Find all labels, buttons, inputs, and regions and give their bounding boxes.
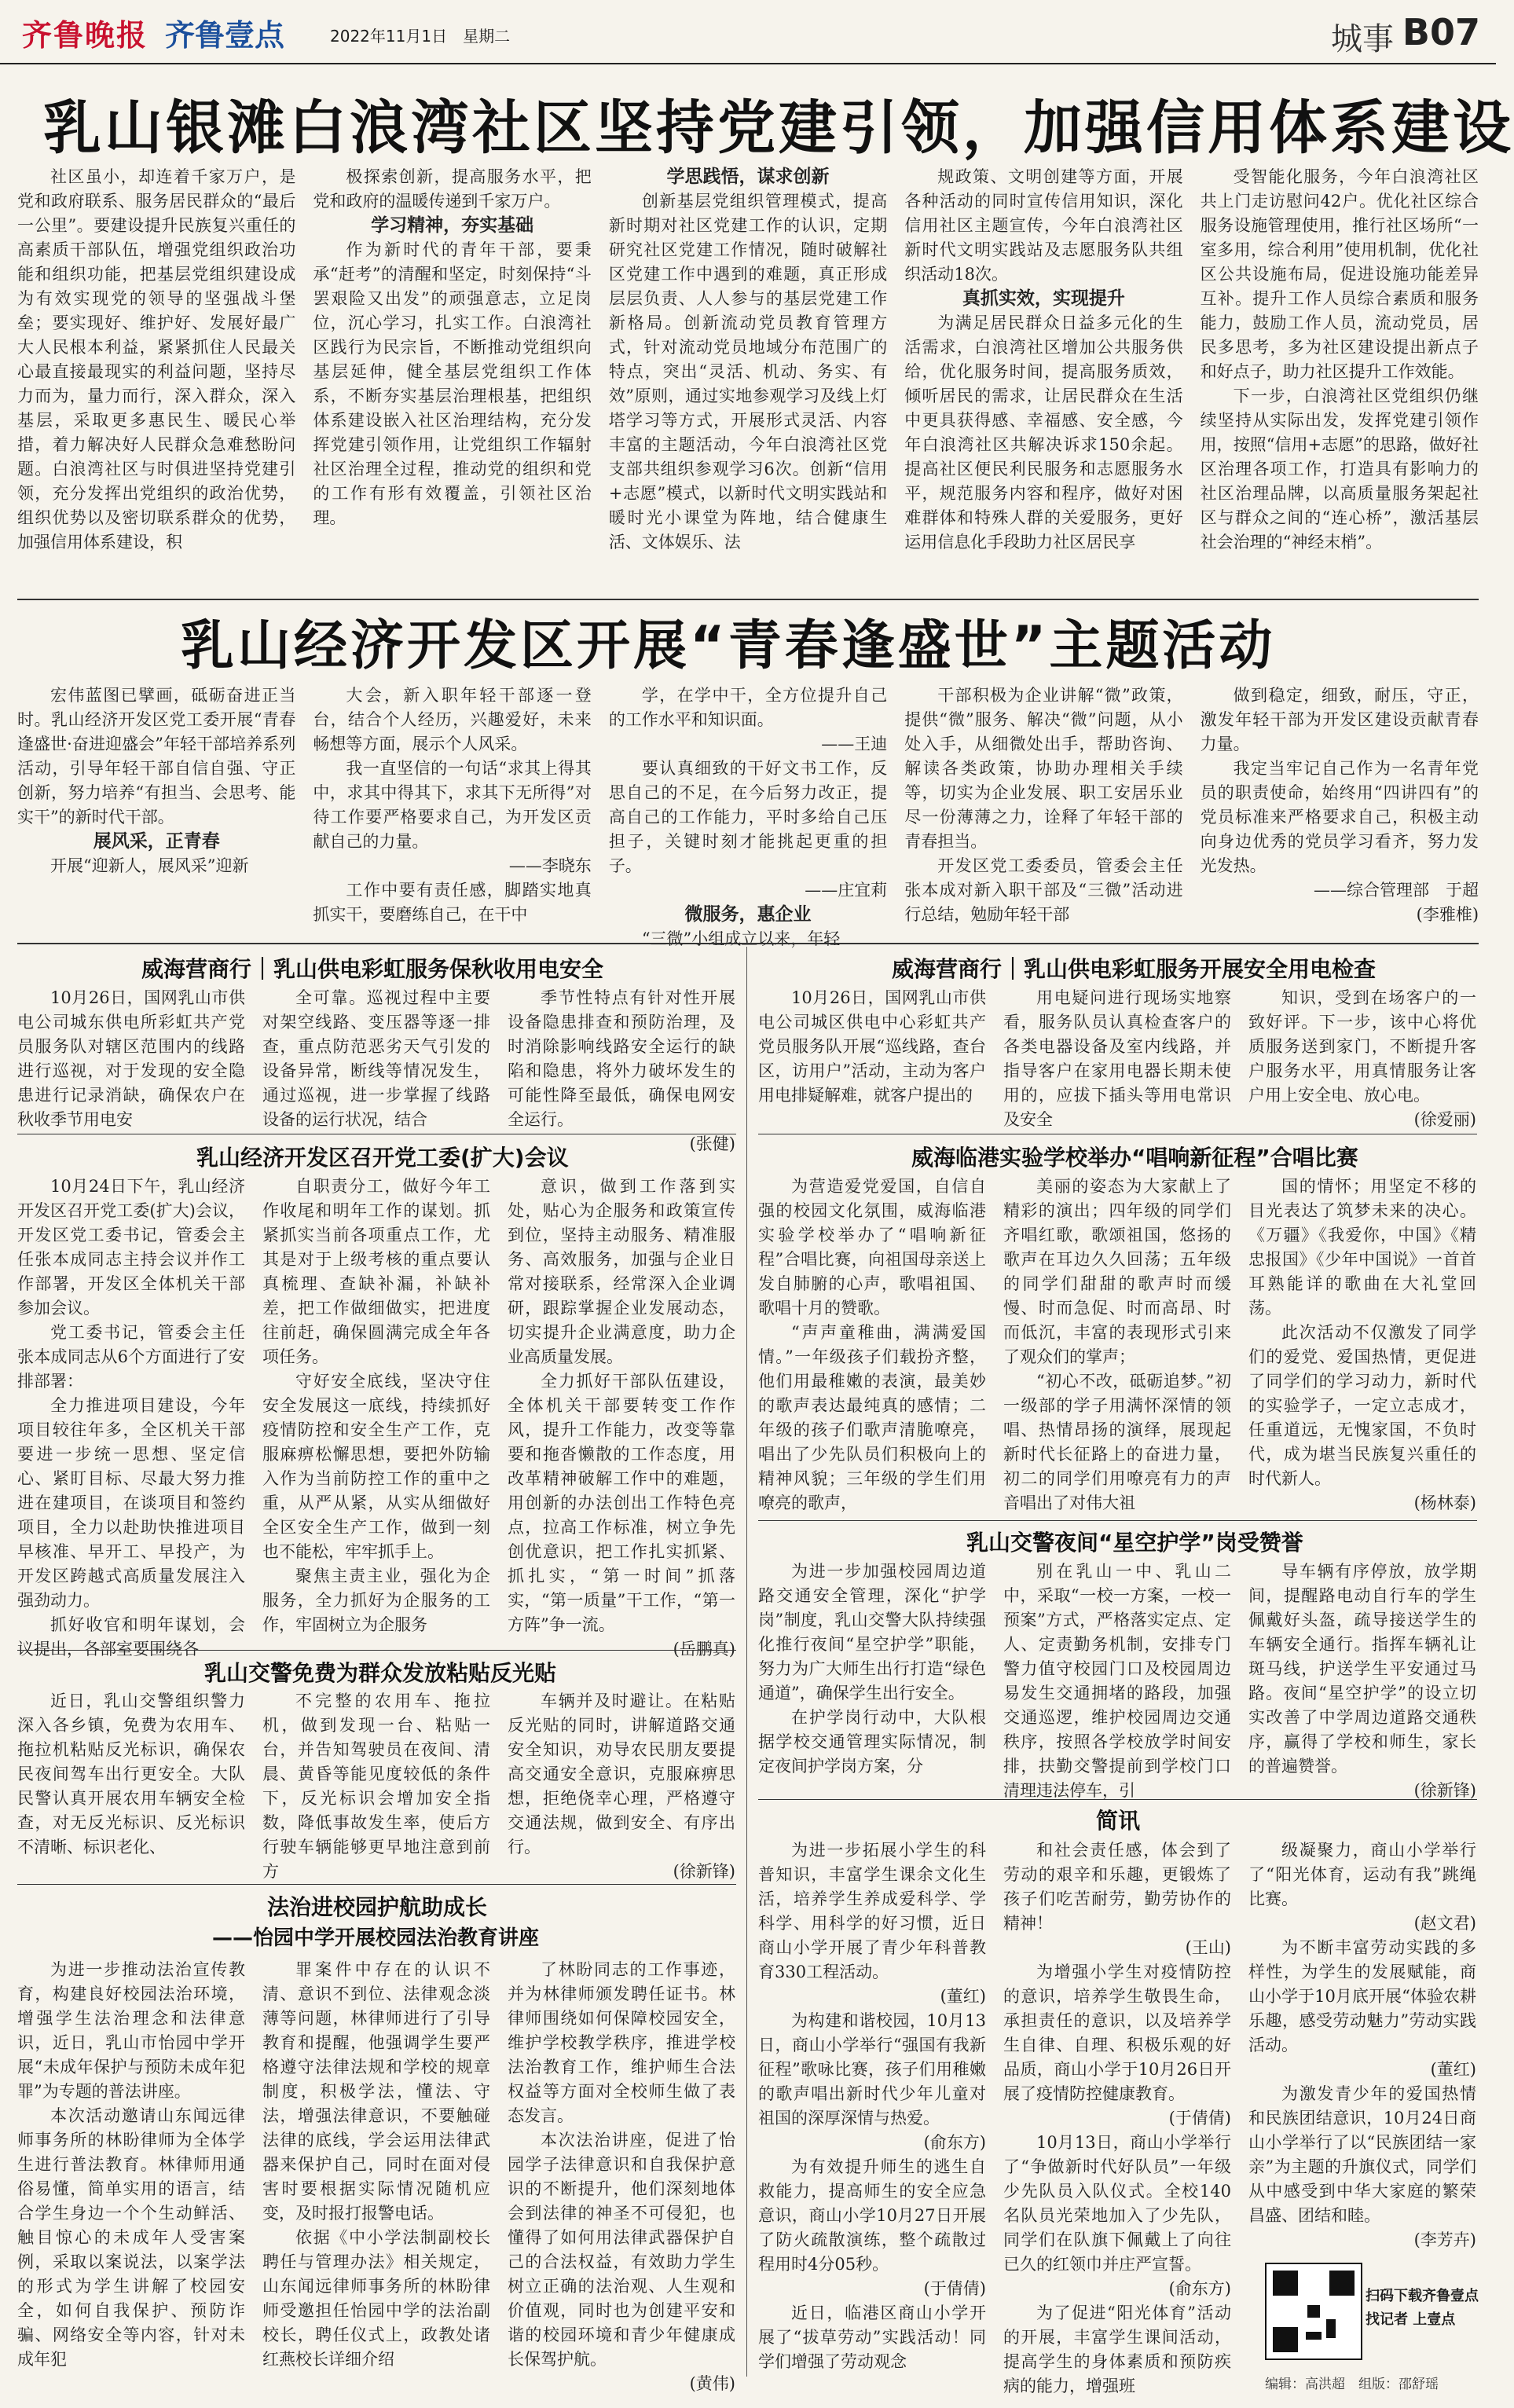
article3-col3: [508, 986, 735, 1153]
article5-col2: [262, 1175, 490, 1646]
paragraph: 10月24日下午，乳山经济开发区召开党工委(扩大)会议，开发区党工委书记，管委会主任张本成同志主持会议并作工作部署，开发区全体机关干部参加会议。: [17, 1177, 245, 1318]
paragraph: “声声童稚曲，满满爱国情。”一年级孩子们载扮齐整，他们用最稚嫩的表演，最美妙的歌声表达最纯真的感情；二年级的孩子们歌声清脆嘹亮，唱出了少先队员们积极向上的精神风貌；三年级的学生们用嘹亮的歌声，: [758, 1323, 986, 1512]
paragraph: 大会，新入职年轻干部逐一登台，结合个人经历，兴趣爱好，未来畅想等方面，展示个人风采。: [313, 686, 592, 753]
qr-code-icon[interactable]: [1265, 2263, 1362, 2360]
paragraph: 干部积极为企业讲解“微”政策，提供“微”服务、解决“微”问题，从小处入手，从细微处出手，帮助咨询、解读各类政策，协助办理相关手续等，切实为企业发展、职工安居乐业尽一份薄薄之力，诠释了年轻干部的青春担当。: [904, 686, 1183, 851]
paragraph: 我定当牢记自己作为一名青年党员的职责使命，始终用“四讲四有”的党员标准来严格要求自己，积极主动向身边优秀的党员学习看齐，努力发光发热。: [1200, 759, 1479, 875]
qr-caption-2: 找记者 上壹点: [1366, 2311, 1456, 2328]
article5-col3: [508, 1175, 735, 1658]
article5-body: [17, 1175, 736, 1658]
paragraph: 守好安全底线，坚决守住安全发展这一底线，持续抓好疫情防控和安全生产工作，克服麻痹松懈思想，要把外防输入作为当前防控工作的重中之重，从严从紧，从实从细做好全区安全生产工作，做到一刻也不能松，牢牢抓手上。: [262, 1372, 490, 1561]
byline: (董红): [940, 1987, 986, 2006]
article5-headline: 乳山经济开发区召开党工委(扩大)会议: [196, 1145, 569, 1171]
paragraph: 用电疑问进行现场实地察看，服务队员认真检查客户的各类电器设备及室内线路，并指导客户在家用电器长期未使用的，应拔下插头等用电常识及安全: [1003, 988, 1231, 1129]
article4-col1: [758, 986, 986, 1135]
subheading: 展风采，正青春: [93, 831, 220, 852]
article4-col2: [1003, 986, 1231, 1135]
paragraph: 作为新时代的青年干部，要秉承“赶考”的清醒和坚定，时刻保持“斗罢艰险又出发”的顽强意志，立足岗位，沉心学习，扎实工作。白浪湾社区践行为民宗旨，不断推动党组织向基层延伸，健全基层党组织工作体系，不断夯实基层治理根基，把组织体系建设嵌入社区治理结构，充分发挥党建引领作用，让党组织工作辐射社区治理全过程，推动党的组织和党的工作有形有效覆盖，引领社区治理。: [313, 240, 592, 527]
byline: (俞东方): [1168, 2279, 1231, 2298]
paragraph: 级凝聚力，商山小学举行了“阳光体育，运动有我”跳绳比赛。: [1248, 1841, 1476, 1908]
paragraph: 为增强小学生对疫情防控的意识，培养学生敬畏生命，承担责任的意识，以及培养学生自律、自理、积极乐观的好品质，商山小学于10月26日开展了疫情防控健康教育。: [1003, 1963, 1231, 2103]
divider: [758, 1799, 1477, 1800]
paragraph: 10月26日，国网乳山市供电公司城区供电中心彩虹共产党员服务队开展“巡线路，查台区，访用户”活动，主动为客户用电排疑解难，就客户提出的: [758, 988, 986, 1105]
byline: (俞东方): [923, 2133, 986, 2152]
paragraph: 了林盼同志的工作事迹，并为林律师颁发聘任证书。林律师围绕如何保障校园安全，维护学校教学秩序，推进学校法治教育工作，维护师生合法权益等方面对全校师生做了表态发言。: [508, 1960, 735, 2125]
byline: (王山): [1185, 1938, 1231, 1957]
divider: [17, 1884, 736, 1885]
signature: ——李晓东: [508, 856, 592, 875]
paragraph: 车辆并及时避让。在粘贴反光贴的同时，讲解道路交通安全知识，劝导农民朋友要提高交通安全意识，克服麻痹思想，拒绝侥幸心理，严格遵守交通法规，做到安全、有序出行。: [508, 1691, 735, 1856]
signature: ——庄宜莉: [805, 881, 888, 900]
paragraph: 抓好收官和明年谋划，会议提出，各部室要围绕各: [17, 1615, 245, 1658]
article3-body: [17, 986, 736, 1153]
paragraph: 依据《中小学法制副校长聘任与管理办法》相关规定，山东闻远律师事务所的林盼律师受邀担任怡园中学的法治副校长，聘任仪式上，政教处诸红燕校长详细介绍: [262, 2228, 490, 2369]
paragraph: 开发区党工委委员，管委会主任张本成对新入职干部及“三微”活动进行总结，勉励年轻干部: [904, 856, 1183, 924]
paragraph: 规政策、文明创建等方面，开展各种活动的同时宣传信用知识，深化信用社区主题宣传，今年白浪湾社区新时代文明实践站及志愿服务队共组织活动18次。: [904, 167, 1183, 284]
divider: [17, 599, 1479, 600]
paragraph: 10月13日，商山小学举行了“争做新时代好队员”一年级少先队员入队仪式。全校140名队员光荣地加入了少先队，同学们在队旗下佩戴上了向往已久的红领巾并庄严宣誓。: [1003, 2133, 1231, 2274]
subheading: 微服务，惠企业: [684, 904, 812, 925]
paragraph: 全力推进项目建设，今年项目较往年多，全区机关干部要进一步统一思想、坚定信心、紧盯目标、尽最大努力推进在建项目，在谈项目和签约项目，全力以赴助快推进项目早核准、早开工、早投产，为开发区跨越式高质量发展注入强劲动力。: [17, 1396, 245, 1610]
paragraph: 别在乳山一中、乳山二中，采取“一校一方案，一校一预案”方式，严格落实定点、定人、定责勤务机制，安排专门警力值守校园门口及校园周边易发生交通拥堵的路段，加强交通巡逻，维护校园周边交通秩序，按照各学校放学时间安排，扶勤交警提前到学校门口清理违法停车，引: [1003, 1562, 1231, 1800]
article2-col3: [608, 684, 888, 948]
article4-headline: 威海营商行｜乳山供电彩虹服务开展安全用电检查: [892, 956, 1377, 982]
briefs-col1: [758, 1838, 986, 2371]
article6-col2: [1003, 1175, 1231, 1520]
paragraph: 极探索创新，提高服务水平，把党和政府的温暖传递到千家万户。: [313, 167, 592, 211]
article4-body: [758, 986, 1477, 1135]
article6-headline: 威海临港实验学校举办“唱响新征程”合唱比赛: [911, 1145, 1358, 1171]
byline: (张健): [689, 1134, 735, 1153]
paragraph: 美丽的姿态为大家献上了精彩的演出；四年级的同学们齐唱红歌，歌颂祖国，悠扬的歌声在耳边久久回荡；五年级的同学们甜甜的歌声时而缓慢、时而急促、时而高昂、时而低沉，丰富的表现形式引来了观众们的掌声；: [1003, 1177, 1231, 1366]
paragraph: 导车辆有序停放，放学期间，提醒路电动自行车的学生佩戴好头盔，疏导接送学生的车辆安全通行。指挥车辆礼让斑马线，护送学生平安通过马路。夜间“星空护学”的设立切实改善了中学周边道路交通秩序，赢得了学校和师生，家长的普遍赞誉。: [1248, 1562, 1476, 1776]
byline: (杨林泰): [1413, 1494, 1476, 1512]
paragraph: 为营造爱党爱国，自信自强的校园文化氛围，威海临港实验学校举办了“唱响新征程”合唱比赛，向祖国母亲送上发自肺腑的心声，歌唱祖国、歌唱十月的赞歌。: [758, 1177, 986, 1318]
article5-col1: [17, 1175, 245, 1658]
center-column-rule: [746, 947, 747, 2377]
paragraph: 国的情怀；用坚定不移的目光表达了筑梦未来的决心。《万疆》《我爱你，中国》《精忠报国》《少年中国说》一首首耳熟能详的歌曲在大礼堂回荡。: [1248, 1177, 1476, 1318]
byline: (于倩倩): [1168, 2109, 1231, 2128]
paragraph: 开展“迎新人，展风采”迎新: [50, 856, 249, 875]
paragraph: 受智能化服务，今年白浪湾社区共上门走访慰问42户。优化社区综合服务设施管理使用，推行社区场所“一室多用，综合利用”使用机制，优化社区公共设施布局，促进设施功能差异互补。提升工作人员综合素质和服务能力，鼓励工作人员，流动党员，居民多思考，多为社区建设提出新点子和好点子，助力社区提升工作效能。: [1200, 167, 1479, 381]
article8-col2: [262, 1689, 490, 1881]
paragraph: 知识，受到在场客户的一致好评。下一步，该中心将优质服务送到家门，不断提升客户服务水平，用真情服务让客户用上安全电、放心电。: [1248, 988, 1476, 1105]
page-number: B07: [1402, 11, 1480, 53]
paragraph: 下一步，白浪湾社区党组织仍继续坚持从实际出发，发挥党建引领作用，按照“信用+志愿”的思路，做好社区治理各项工作，打造具有影响力的社区治理品牌，以高质量服务架起社区与群众之间的“连心桥”，激活基层社会治理的“神经末梢”。: [1200, 387, 1479, 552]
article1-col5: [1201, 165, 1479, 589]
paragraph: 本次法治讲座，促进了怡园学子法律意识和自我保护意识的不断提升，他们深刻地体会到法律的神圣不可侵犯，也懂得了如何用法律武器保护自己的合法权益，有效助力学生树立正确的法治观、人生观和价值观，同时也为创建平安和谐的校园环境和青少年健康成长保驾护航。: [508, 2131, 735, 2369]
paragraph: 全可靠。巡视过程中主要对架空线路、变压器等逐一排查，重点防范恶劣天气引发的设备异常，断线等情况发生，通过巡视，进一步掌握了线路设备的运行状况，结合: [262, 988, 490, 1129]
article9-col1: [17, 1958, 245, 2390]
paragraph: 为进一步拓展小学生的科普知识，丰富学生课余文化生活，培养学生养成爱科学、学科学、用科学的好习惯，近日商山小学开展了青少年科普教育330工程活动。: [758, 1841, 986, 1981]
date-text: 2022年11月1日: [330, 27, 448, 46]
article9-col2: [262, 1958, 490, 2390]
brand-logo: 齐鲁壹点: [165, 18, 285, 53]
paragraph: 宏伟蓝图已擘画，砥砺奋进正当时。乳山经济开发区党工委开展“青春逢盛世·奋进迎盛会”年轻干部培养系列活动，引导年轻干部自信自强、守正创新，努力培养“有担当、会思考、能实干”的新时代干部。: [17, 686, 296, 826]
article2-col5: [1201, 684, 1479, 935]
paragraph: “三微”小组成立以来，年轻: [641, 929, 841, 948]
article1-headline: 乳山银滩白浪湾社区坚持党建引领，加强信用体系建设: [43, 94, 1514, 162]
article9-subtitle: ——怡园中学开展校园法治教育讲座: [212, 1926, 540, 1950]
article4-col3: [1248, 986, 1476, 1135]
paragraph: 为不断丰富劳动实践的多样性，为学生的发展赋能，商山小学于10月底开展“体验农耕乐趣，感受劳动魅力”劳动实践活动。: [1248, 1938, 1476, 2054]
byline: (赵文君): [1413, 1914, 1476, 1933]
weekday-text: 星期二: [463, 27, 511, 46]
byline: (李芳卉): [1413, 2230, 1476, 2249]
paragraph: 工作中要有责任感，脚踏实地真抓实干，要磨练自己，在干中: [313, 881, 592, 924]
article7-headline: 乳山交警夜间“星空护学”岗受赞誉: [966, 1530, 1303, 1556]
paragraph: 意识，做到工作落到实处，贴心为企服务和政策宣传到位，坚持主动服务、精准服务、高效服务，加强与企业日常对接联系，经常深入企业调研，跟踪掌握企业发展动态，切实提升企业满意度，助力企业高质量发展。: [508, 1177, 735, 1366]
signature: ——王迪: [821, 735, 888, 753]
article3-headline: 威海营商行｜乳山供电彩虹服务保秋收用电安全: [141, 956, 604, 982]
article1-col2: [313, 165, 591, 589]
paragraph: 社区虽小，却连着千家万户，是党和政府联系、服务居民群众的“最后一公里”。要建设提升民族复兴重任的高素质干部队伍，增强党组织政治功能和组织功能，把基层党组织建设成为有效实现党的领导的坚强战斗堡垒；要实现好、维护好、发展好最广大人民根本利益，紧紧抓住人民最关心最直接最现实的利益问题，坚持尽力而为，量力而行，深入群众，深入基层，采取更多惠民生、暖民心举措，着力解决好人民群众急难愁盼问题。白浪湾社区与时俱进坚持党建引领，充分发挥出党组织的政治优势，组织优势以及密切联系群众的优势，加强信用体系建设，积: [17, 167, 296, 552]
byline: (黄伟): [689, 2374, 735, 2393]
article1-body: [17, 165, 1479, 589]
paragraph: 全力抓好干部队伍建设，全体机关干部要转变工作作风，提升工作能力，改变等靠要和拖沓懒散的工作态度，用改革精神破解工作中的难题，用创新的办法创出工作特色亮点，拉高工作标准，树立争先创优意识，把工作扎实抓紧、抓扎实，“第一时间”抓落实，“第一质量”干工作，“第一方阵”争一流。: [508, 1372, 735, 1634]
article6-col1: [758, 1175, 986, 1520]
qr-caption-1: 扫码下载齐鲁壹点: [1366, 2288, 1479, 2304]
paragraph: 近日，临港区商山小学开展了“拔草劳动”实践活动！同学们增强了劳动观念: [758, 2304, 986, 2371]
paragraph: 为进一步推动法治宣传教育，构建良好校园法治环境，增强学生法治理念和法律意识，近日，乳山市怡园中学开展“未成年保护与预防未成年犯罪”为专题的普法讲座。: [17, 1960, 245, 2101]
article7-col3: [1248, 1560, 1476, 1800]
article9-headline: 法治进校园护航助成长: [267, 1894, 488, 1920]
paragraph: 在护学岗行动中，大队根据学校交通管理实际情况，制定夜间护学岗方案，分: [758, 1708, 986, 1776]
paragraph: 聚焦主责主业，强化为企服务，全力抓好为企服务的工作，牢固树立为企服务: [262, 1567, 490, 1634]
paper-logo: 齐鲁晚报: [22, 17, 148, 53]
paragraph: 党工委书记，管委会主任张本成同志从6个方面进行了安排部署：: [17, 1323, 245, 1391]
briefs-col2: [1003, 1838, 1231, 2395]
article8-headline: 乳山交警免费为群众发放粘贴反光贴: [204, 1660, 557, 1686]
article7-col2: [1003, 1560, 1231, 1800]
paragraph: “初心不改，砥砺追梦。”初一级部的学子用满怀深情的领唱、热情昂扬的演绎，展现起新时代长征路上的奋进力量，初二的同学们用嘹亮有力的声音唱出了对伟大祖: [1003, 1372, 1231, 1512]
byline: (岳鹏真): [673, 1640, 735, 1658]
divider: [758, 1520, 1477, 1521]
paragraph: 为满足居民群众日益多元化的生活需求，白浪湾社区增加公共服务供给，优化服务时间，提高服务质效，倾听居民的需求，让居民群众在生活中更具获得感、幸福感、安全感，今年白浪湾社区共解决诉求150余起。提高社区便民利民服务和志愿服务水平，规范服务内容和程序，做好对困难群体和特殊人群的关爱服务，更好运用信息化手段助力社区居民享: [904, 313, 1183, 552]
issue-date: [330, 24, 510, 46]
paragraph: 10月26日，国网乳山市供电公司城东供电所彩虹共产党员服务队对辖区范围内的线路进行巡视，对于发现的安全隐患进行记录消缺，确保农户在秋收季节用电安: [17, 988, 245, 1129]
article2-col1: [17, 684, 295, 935]
editor-credit: 编辑：高洪超 组版：邵舒瑶: [1265, 2377, 1439, 2392]
article8-col3: [508, 1689, 735, 1881]
article2-body: [17, 684, 1479, 948]
article1-col1: [17, 165, 295, 589]
paragraph: 做到稳定，细致，耐压，守正，激发年轻干部为开发区建设贡献青春力量。: [1200, 686, 1479, 753]
paragraph: 自职责分工，做好今年工作收尾和明年工作的谋划。抓紧抓实当前各项重点工作，尤其是对于上级考核的重点要认真梳理、查缺补漏，补缺补差，把工作做细做实，把进度往前赶，确保圆满完成全年各项任务。: [262, 1177, 490, 1366]
article2-headline: 乳山经济开发区开展“青春逢盛世”主题活动: [181, 615, 1276, 677]
article7-col1: [758, 1560, 986, 1795]
article8-col1: [17, 1689, 245, 1878]
paragraph: 和社会责任感，体会到了劳动的艰辛和乐趣，更锻炼了孩子们吃苦耐劳，勤劳协作的精神！: [1003, 1841, 1231, 1933]
byline: (徐新锋): [1413, 1781, 1476, 1800]
paragraph: 创新基层党组织管理模式，提高新时期对社区党建工作的认识，定期研究社区党建工作情况，随时破解社区党建工作中遇到的难题，真正形成层层负责、人人参与的基层党建工作新格局。创新流动党员教育管理方式，针对流动党员地域分布范围广的特点，突出“灵活、机动、务实、有效”原则，通过实地参观学习及线上灯塔学习等方式，开展形式灵活、内容丰富的主题活动，今年白浪湾社区党支部共组织参观学习6次。创新“信用+志愿”模式，以新时代文明实践站和暖时光小课堂为阵地，结合健康生活、文体娱乐、法: [608, 192, 888, 552]
divider: [17, 943, 1479, 944]
paragraph: 为激发青少年的爱国热情和民族团结意识，10月24日商山小学举行了以“民族团结一家亲”为主题的升旗仪式，同学们从中感受到中华大家庭的繁荣昌盛、团结和睦。: [1248, 2084, 1476, 2225]
paragraph: 季节性特点有针对性开展设备隐患排查和预防治理，及时消除影响线路安全运行的缺陷和隐患，将外力破坏发生的可能性降至最低，确保电网安全运行。: [508, 988, 735, 1129]
byline: (徐爱丽): [1413, 1110, 1476, 1129]
byline: (徐新锋): [673, 1862, 735, 1881]
paragraph: 此次活动不仅激发了同学们的爱党、爱国热情，更促进了同学们的学习动力，新时代的实验学子，一定立志成才，任重道远，无愧家国，不负时代，成为堪当民族复兴重任的时代新人。: [1248, 1323, 1476, 1488]
paragraph: 为有效提升师生的逃生自救能力，提高师生的安全应急意识，商山小学10月27日开展了防火疏散演练，整个疏散过程用时4分05秒。: [758, 2157, 986, 2274]
paragraph: 学，在学中干，全方位提升自己的工作水平和知识面。: [608, 686, 888, 729]
paragraph: 为了促进“阳光体育”活动的开展，丰富学生课间活动，提高学生的身体素质和预防疾病的能力，增强班: [1003, 2304, 1231, 2395]
paragraph: 要认真细致的干好文书工作，反思自己的不足，在今后努力改正，提高自己的工作能力，平时多给自己压担子，关键时刻才能挑起更重的担子。: [608, 759, 888, 875]
article6-body: [758, 1175, 1477, 1520]
article3-col1: [17, 986, 245, 1135]
byline: (李雅椎): [1416, 905, 1479, 924]
article8-body: [17, 1689, 736, 1881]
article2-col2: [313, 684, 591, 935]
byline: (董红): [1430, 2060, 1476, 2079]
article2-col4: [904, 684, 1182, 935]
article6-col3: [1248, 1175, 1476, 1520]
paragraph: 为构建和谐校园，10月13日，商山小学举行“强国有我新征程”歌咏比赛，孩子们用稚嫩的歌声唱出新时代少年儿童对祖国的深厚深情与热爱。: [758, 2011, 986, 2128]
subheading: 学习精神，夯实基础: [371, 215, 534, 236]
article9-body: [17, 1958, 736, 2393]
article9-col3: [508, 1958, 735, 2393]
signature: ——综合管理部 于超: [1314, 881, 1479, 900]
subheading: 真抓实效，实现提升: [962, 288, 1125, 309]
byline: (于倩倩): [923, 2279, 986, 2298]
article1-col3: [609, 165, 887, 589]
divider: [17, 1650, 736, 1651]
subheading: 学思践悟，谋求创新: [666, 167, 830, 187]
paragraph: 近日，乳山交警组织警力深入各乡镇，免费为农用车、拖拉机粘贴反光标识，确保农民夜间驾车出行更安全。大队民警认真开展农用车辆安全检查，对无反光标识、反光标识不清晰、标识老化、: [17, 1691, 245, 1856]
briefs-headline: 简讯: [1096, 1808, 1141, 1834]
paragraph: 罪案件中存在的认识不清、意识不到位、法律观念淡薄等问题，林律师进行了引导教育和提醒，他强调学生要严格遵守法律法规和学校的规章制度，积极学法，懂法、守法，增强法律意识，不要触碰法律的底线，学会运用法律武器来保护自己，同时在面对侵害时要根据实际情况随机应变，及时报打报警电话。: [262, 1960, 490, 2223]
paragraph: 不完整的农用车、拖拉机，做到发现一台、粘贴一台，并告知驾驶员在夜间、清晨、黄昏等能见度较低的条件下，反光标识会增加安全指数，降低事故发生率，使后方行驶车辆能够更早地注意到前方: [262, 1691, 490, 1881]
paragraph: 本次活动邀请山东闻远律师事务所的林盼律师为全体学生进行普法教育。林律师用通俗易懂，简单实用的语言，结合学生身边一个个生动鲜活、触目惊心的未成年人受害案例，采取以案说法，以案学法的形式为学生讲解了校园安全，如何自我保护、预防诈骗、网络安全等内容，针对未成年犯: [17, 2106, 245, 2369]
paragraph: 我一直坚信的一句话“求其上得其中，求其中得其下，求其下无所得”对待工作要严格要求自己，为开发区贡献自己的力量。: [313, 759, 592, 851]
section-name: 城事: [1331, 21, 1394, 57]
article7-body: [758, 1560, 1477, 1800]
paragraph: 为进一步加强校园周边道路交通安全管理，深化“护学岗”制度，乳山交警大队持续强化推行夜间“星空护学”职能，努力为广大师生出行打造“绿色通道”，确保学生出行安全。: [758, 1562, 986, 1702]
article1-col4: [904, 165, 1182, 589]
article3-col2: [262, 986, 490, 1135]
